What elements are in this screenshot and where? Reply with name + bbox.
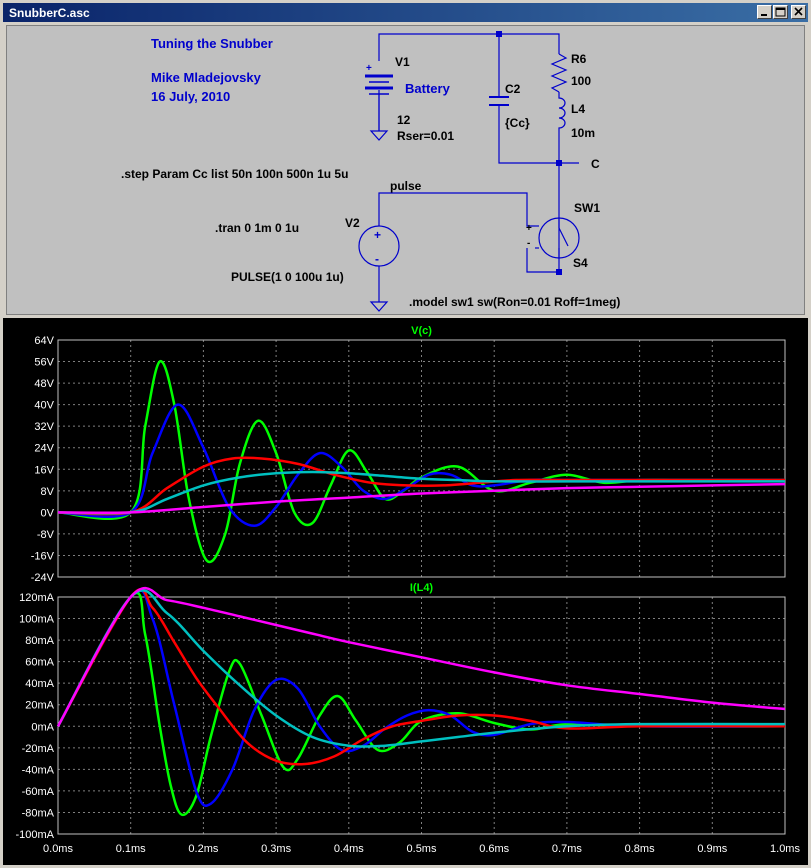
- window-title: SnubberC.asc: [9, 6, 90, 20]
- step-directive[interactable]: .step Param Cc list 50n 100n 500n 1u 5u: [121, 167, 349, 181]
- note-date: 16 July, 2010: [151, 89, 231, 104]
- author-name: Mike Mladejovsky: [151, 70, 261, 85]
- trace-title[interactable]: V(c): [411, 325, 432, 337]
- l4-name-label: L4: [571, 102, 586, 116]
- c2-value-label: {Cc}: [505, 116, 530, 130]
- y-tick-label: -80mA: [21, 807, 54, 820]
- x-tick-label: 0.5ms: [406, 843, 437, 855]
- resistor-r6-symbol[interactable]: [552, 54, 566, 92]
- waveform-viewer[interactable]: [3, 318, 808, 865]
- trace-title[interactable]: I(L4): [409, 582, 434, 594]
- v2-name-label: V2: [345, 216, 360, 230]
- x-tick-label: 0.6ms: [479, 843, 510, 855]
- title-bar[interactable]: [3, 3, 808, 22]
- svg-text:-: -: [375, 252, 379, 266]
- sw1-type-label: S4: [573, 256, 588, 270]
- y-tick-label: 60mA: [25, 656, 54, 669]
- note-title: Tuning the Snubber: [151, 36, 273, 51]
- x-tick-label: 0.7ms: [551, 843, 582, 855]
- time-axis: [43, 843, 800, 855]
- junction-dot: [556, 160, 562, 166]
- y-tick-label: -16V: [30, 550, 54, 563]
- y-tick-label: 80mA: [25, 635, 54, 648]
- schematic-pane[interactable]: [6, 25, 805, 315]
- v1-name-label: V1: [395, 55, 410, 69]
- y-tick-label: -24V: [30, 572, 54, 584]
- y-tick-label: -40mA: [21, 764, 54, 777]
- y-tick-label: -8V: [36, 528, 54, 541]
- x-tick-label: 0.1ms: [115, 843, 146, 855]
- sw1-name-label: SW1: [574, 201, 601, 215]
- capacitor-c2-symbol[interactable]: [489, 97, 509, 105]
- node-c-label: C: [591, 157, 600, 171]
- x-tick-label: 0.2ms: [188, 843, 219, 855]
- y-tick-label: 120mA: [19, 592, 54, 604]
- voltage-source-v2-symbol[interactable]: [359, 201, 399, 266]
- schematic-wires: [379, 34, 559, 302]
- y-tick-label: 0mA: [31, 721, 54, 734]
- r6-value-label: 100: [571, 74, 592, 88]
- c2-name-label: C2: [505, 82, 521, 96]
- x-tick-label: 1.0ms: [770, 843, 800, 855]
- y-tick-label: 0V: [40, 507, 54, 520]
- battery-v1-symbol[interactable]: [365, 63, 393, 131]
- x-tick-label: 0.3ms: [261, 843, 292, 855]
- y-tick-label: 48V: [34, 378, 54, 391]
- y-tick-label: -100mA: [15, 829, 54, 841]
- y-tick-label: 20mA: [25, 699, 54, 712]
- x-tick-label: 0.4ms: [333, 843, 364, 855]
- junction-dot: [556, 269, 562, 275]
- v2-value-label: PULSE(1 0 100u 1u): [231, 270, 344, 284]
- x-tick-label: 0.8ms: [624, 843, 655, 855]
- y-tick-label: 100mA: [19, 613, 54, 626]
- switch-sw1-symbol[interactable]: [526, 218, 579, 258]
- r6-name-label: R6: [571, 52, 587, 66]
- inductor-l4-symbol[interactable]: [559, 92, 565, 131]
- x-tick-label: 0.0ms: [43, 843, 73, 855]
- y-tick-label: 32V: [34, 421, 54, 434]
- v1-voltage-label: 12: [397, 113, 411, 127]
- ground-icon: [371, 302, 387, 311]
- maximize-button[interactable]: [773, 5, 788, 19]
- l4-value-label: 10m: [571, 126, 596, 140]
- junction-dot: [496, 31, 502, 37]
- svg-text:+: +: [526, 223, 532, 234]
- pulse-net-label: pulse: [390, 179, 422, 193]
- current-plot-pane[interactable]: [15, 582, 785, 841]
- x-tick-label: 0.9ms: [697, 843, 728, 855]
- y-tick-label: -60mA: [21, 785, 54, 798]
- svg-text:+: +: [366, 63, 372, 74]
- close-button[interactable]: [791, 5, 806, 19]
- svg-text:+: +: [374, 228, 382, 242]
- y-tick-label: 16V: [34, 464, 54, 477]
- y-tick-label: 24V: [34, 442, 54, 455]
- y-tick-label: 40V: [34, 399, 54, 412]
- ground-icon: [371, 131, 387, 140]
- v1-value-label: Battery: [405, 81, 450, 96]
- y-tick-label: 56V: [34, 356, 54, 369]
- voltage-plot-pane[interactable]: [31, 325, 785, 584]
- model-directive[interactable]: .model sw1 sw(Ron=0.01 Roff=1meg): [409, 295, 621, 309]
- y-tick-label: -20mA: [21, 742, 54, 755]
- svg-text:-: -: [527, 238, 531, 249]
- y-tick-label: 8V: [40, 485, 54, 498]
- minimize-button[interactable]: [757, 5, 772, 19]
- tran-directive[interactable]: .tran 0 1m 0 1u: [215, 221, 300, 235]
- y-tick-label: 64V: [34, 335, 54, 347]
- y-tick-label: 40mA: [25, 678, 54, 691]
- v1-rser-label: Rser=0.01: [397, 129, 455, 143]
